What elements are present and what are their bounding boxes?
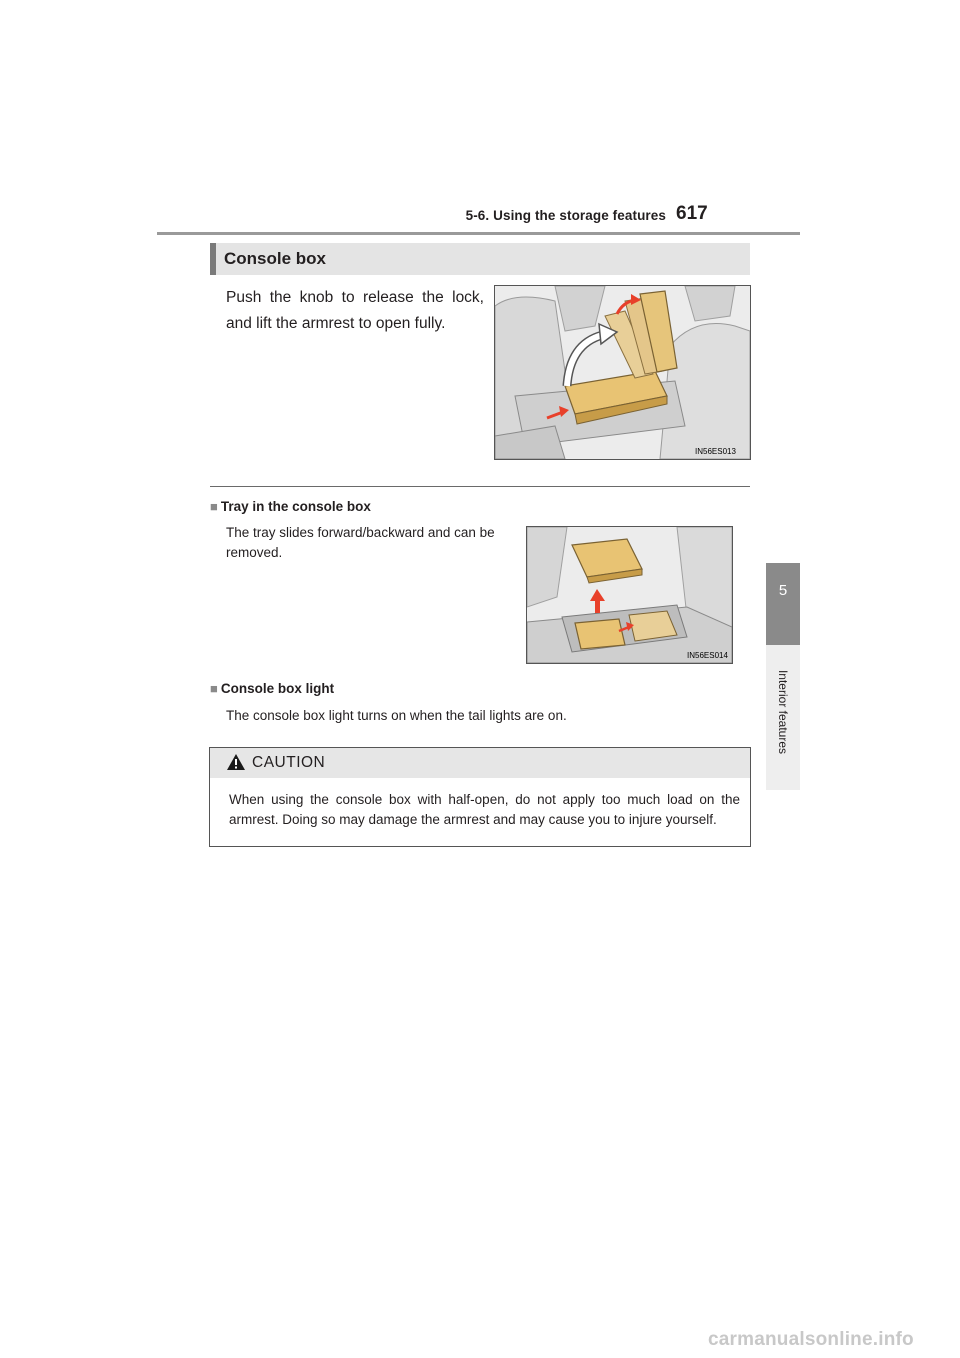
section-title: Console box [224, 249, 327, 268]
intro-paragraph: Push the knob to release the lock, and lift the armrest to open fully. [226, 289, 484, 332]
square-bullet-icon: ■ [210, 499, 218, 514]
armrest-figure [494, 285, 751, 460]
chapter-label: Interior features [776, 669, 790, 755]
chapter-number: 5 [778, 582, 788, 599]
tray-heading [210, 499, 371, 514]
armrest-illustration [495, 286, 750, 459]
chapter-tab [766, 563, 800, 645]
page-number: 617 [676, 203, 708, 224]
figure1-code: IN56ES013 [695, 447, 736, 456]
light-heading-text: Console box light [220, 681, 335, 696]
light-description: The console box light turns on when the tail lights are on. [226, 708, 567, 723]
tray-description: The tray slides forward/backward and can be removed. [226, 525, 495, 560]
tray-illustration [527, 527, 732, 663]
section-divider [210, 486, 750, 487]
square-bullet-icon: ■ [210, 681, 218, 696]
figure2-code: IN56ES014 [687, 651, 728, 660]
section-heading-accent [210, 243, 216, 275]
tray-heading-text: Tray in the console box [220, 499, 371, 514]
light-heading [210, 681, 334, 696]
caution-text: When using the console box with half-open, do not apply too much load on the armrest. Doing so may damage the armrest and may cause you to injure yourself. [229, 792, 740, 827]
tray-figure [526, 526, 733, 664]
warning-triangle-icon [226, 753, 246, 776]
running-header-section: 5-6. Using the storage features [465, 208, 666, 223]
header-rule [157, 232, 800, 235]
watermark: carmanualsonline.info [708, 1329, 914, 1350]
caution-title: CAUTION [252, 754, 326, 771]
